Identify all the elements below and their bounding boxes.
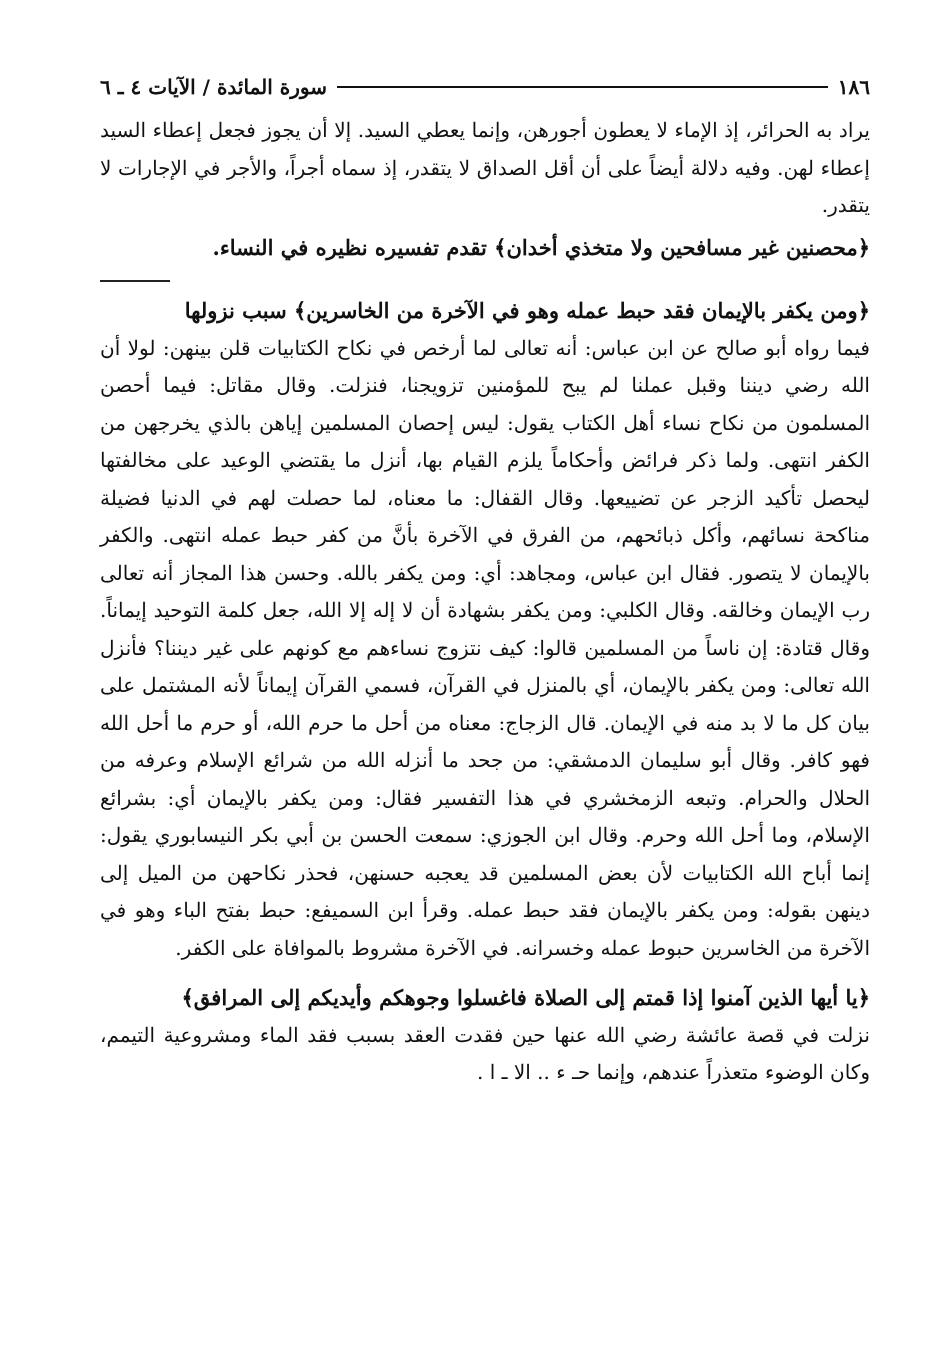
running-title: سورة المائدة / الآيات ٤ ـ ٦ (100, 75, 327, 99)
page-header (100, 70, 870, 104)
document-page (100, 70, 870, 1330)
verse-text: ﴿محصنين غير مسافحين ولا متخذي أخدان﴾ (494, 234, 870, 260)
verse-text: ﴿يا أيها الذين آمنوا إذا قمتم إلى الصلاة فاغسلوا وجوهكم وأيديكم إلى المرافق﴾ (181, 985, 870, 1010)
paragraph-3: نزلت في قصة عائشة رضي الله عنها حين فقدت العقد بسبب فقد الماء ومشروعية التيمم، وكان الوضوء متعذراً عندهم، وإنما حـ ء .. الا ـ ا . (100, 1022, 870, 1084)
verse-heading-3 (100, 979, 870, 1017)
verse-heading-1 (100, 229, 870, 267)
header-rule (337, 86, 828, 88)
section-divider (100, 280, 170, 282)
paragraph-2: فيما رواه أبو صالح عن ابن عباس: أنه تعالى لما أرخص في نكاح الكتابيات قلن بينهن: لولا أن الله رضي ديننا وقبل عملنا لم يبح للمؤمنين تزويجنا، فنزلت. وقال مقاتل: فيما أحصن المسلمون من نكاح نساء أهل الكتاب يقول: ليس إحصان المسلمين إياهن بالذي يخرجهن من الكفر انتهى. ولما ذكر فرائض وأحكاماً يلزم القيام بها، أنزل ما يقتضي الوعيد على مخالفتها ليحصل تأكيد الزجر عن تضييعها. وقال القفال: ما معناه، لما حصلت لهم في الدنيا فضيلة مناكحة نسائهم، وأكل ذبائحهم، من الفرق في الآخرة بأنَّ من كفر حبط عمله انتهى. والكفر بالإيمان لا يتصور. فقال ابن عباس، ومجاهد: أي: ومن يكفر بالله. وحسن هذا المجاز أنه تعالى رب الإيمان وخالقه. وقال الكلبي: ومن يكفر بشهادة أن لا إله إلا الله، جعل كلمة التوحيد إيماناً. وقال قتادة: إن ناساً من المسلمين قالوا: كيف نتزوج نساءهم مع كونهم على غير ديننا؟ فأنزل الله تعالى: ومن يكفر بالإيمان، أي بالمنزل في القرآن، فسمي القرآن إيماناً لأنه المشتمل على بيان كل ما لا بد منه في الإيمان. قال الزجاج: معناه من أحل ما حرم الله، أو حرم ما أحل الله فهو كافر. وقال أبو سليمان الدمشقي: من جحد ما أنزله الله من شرائع الإسلام وعرفه من الحلال والحرام. وتبعه الزمخشري في هذا التفسير فقال: ومن يكفر بالإيمان أي: بشرائع الإسلام، وما أحل الله وحرم. وقال ابن الجوزي: سمعت الحسن بن أبي بكر النيسابوري يقول: إنما أباح الله الكتابيات لأن بعض المسلمين قد يعجبه حسنهن، فحذر نكاحهن من الميل إلى دينهن بقوله: ومن يكفر بالإيمان فقد حبط عمله. وقرأ ابن السميفع: حبط بفتح الباء وهو في الآخرة من الخاسرين حبوط عمله وخسرانه. في الآخرة مشروط بالموافاة على الكفر. (100, 335, 870, 960)
paragraph-1: يراد به الحرائر، إذ الإماء لا يعطون أجورهن، وإنما يعطي السيد. إلا أن يجوز فجعل إعطاء السيد إعطاء لهن. وفيه دلالة أيضاً على أن أقل الصداق لا يتقدر، إذ سماه أجراً، والأجر في الإجارات لا يتقدر. (100, 118, 870, 217)
verse-text: ﴿ومن يكفر بالإيمان فقد حبط عمله وهو في الآخرة من الخاسرين﴾ (293, 298, 870, 323)
verse-commentary: تقدم تفسيره نظيره في النساء. (212, 234, 495, 260)
spacer (100, 967, 870, 975)
page-number: ١٨٦ (837, 75, 870, 99)
verse-commentary: سبب نزولها (184, 298, 294, 323)
verse-heading-2 (100, 292, 870, 330)
